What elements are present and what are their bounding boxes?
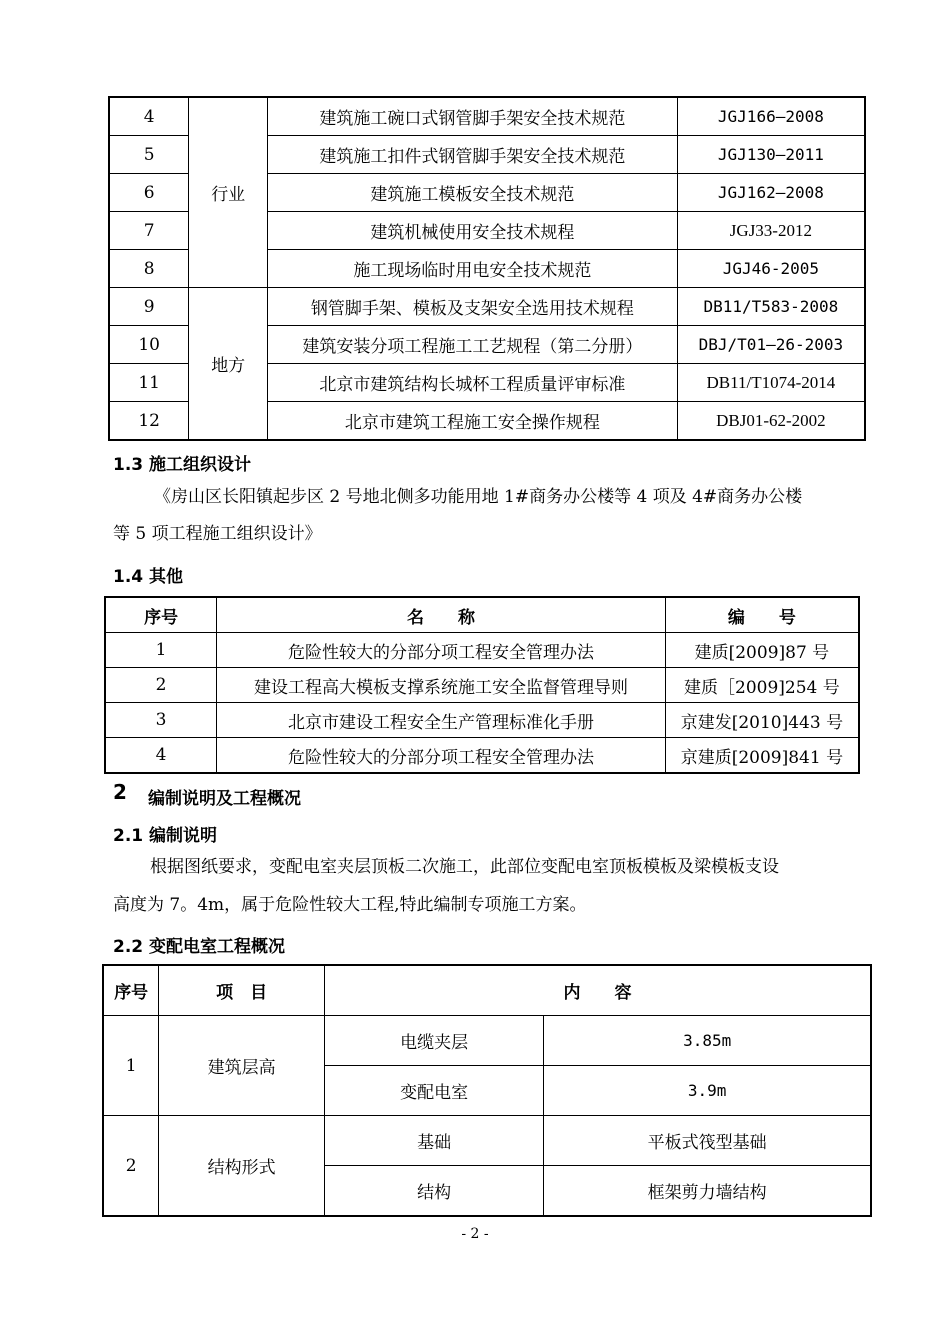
page-number: - 2 - — [461, 1226, 489, 1242]
content-value: 3.9m — [544, 1066, 871, 1116]
row-number: 11 — [109, 364, 189, 402]
group-number: 2 — [103, 1116, 159, 1217]
row-number: 3 — [105, 703, 217, 738]
table-row — [105, 633, 859, 668]
category-industry: 行业 — [189, 97, 268, 288]
standard-code: DBJ01-62-2002 — [677, 402, 865, 441]
document-code: 京建发[2010]443 号 — [665, 703, 859, 738]
section-1-3-line1: 《房山区长阳镇起步区 2 号地北侧多功能用地 1#商务办公楼等 4 项及 4#商务办公楼 — [154, 487, 803, 507]
other-documents-table — [104, 596, 860, 774]
section-1-3-heading: 1.3 施工组织设计 — [113, 455, 252, 475]
row-number: 4 — [105, 738, 217, 774]
table-row — [109, 97, 865, 136]
table-row — [105, 703, 859, 738]
section-2-number: 2 — [113, 780, 127, 804]
section-1-4-heading: 1.4 其他 — [113, 567, 184, 587]
header-content: 内 容 — [324, 965, 871, 1016]
header-no: 序号 — [105, 597, 217, 633]
content-value: 平板式筏型基础 — [544, 1116, 871, 1166]
row-number: 2 — [105, 668, 217, 703]
standard-code: JGJ162—2008 — [677, 174, 865, 212]
table-header-row — [105, 597, 859, 633]
row-number: 6 — [109, 174, 189, 212]
standard-name: 建筑施工扣件式钢管脚手架安全技术规范 — [268, 136, 678, 174]
section-2-1-line1: 根据图纸要求，变配电室夹层顶板二次施工，此部位变配电室顶板模板及梁模板支设 — [150, 857, 779, 877]
standard-code: DBJ/T01—26-2003 — [677, 326, 865, 364]
table-header-row — [103, 965, 871, 1016]
document-code: 建质[2009]87 号 — [665, 633, 859, 668]
section-2-title: 编制说明及工程概况 — [148, 789, 301, 809]
section-2-2-heading: 2.2 变配电室工程概况 — [113, 937, 286, 957]
standard-code: DB11/T1074-2014 — [677, 364, 865, 402]
standard-code: JGJ166—2008 — [677, 97, 865, 136]
section-2-1-heading: 2.1 编制说明 — [113, 826, 218, 846]
document-name: 建设工程高大模板支撑系统施工安全监督管理导则 — [217, 668, 666, 703]
document-name: 危险性较大的分部分项工程安全管理办法 — [217, 738, 666, 774]
section-2-1-line2: 高度为 7。4m，属于危险性较大工程,特此编制专项施工方案。 — [113, 895, 587, 915]
row-number: 4 — [109, 97, 189, 136]
table-row — [105, 738, 859, 774]
row-number: 1 — [105, 633, 217, 668]
standard-name: 建筑施工模板安全技术规范 — [268, 174, 678, 212]
content-label: 基础 — [324, 1116, 543, 1166]
row-number: 8 — [109, 250, 189, 288]
section-1-3-line2: 等 5 项工程施工组织设计》 — [113, 524, 322, 544]
content-value: 3.85m — [544, 1016, 871, 1066]
group-item: 建筑层高 — [159, 1016, 325, 1116]
row-number: 7 — [109, 212, 189, 250]
table-row — [103, 1116, 871, 1166]
group-item: 结构形式 — [159, 1116, 325, 1217]
row-number: 10 — [109, 326, 189, 364]
standard-name: 钢管脚手架、模板及支架安全选用技术规程 — [268, 288, 678, 326]
table-row — [105, 668, 859, 703]
header-item: 项 目 — [159, 965, 325, 1016]
group-number: 1 — [103, 1016, 159, 1116]
standards-table — [108, 96, 866, 441]
standard-code: JGJ130—2011 — [677, 136, 865, 174]
row-number: 12 — [109, 402, 189, 441]
category-local: 地方 — [189, 288, 268, 441]
table-row — [109, 288, 865, 326]
standard-code: JGJ33-2012 — [677, 212, 865, 250]
standard-name: 建筑施工碗口式钢管脚手架安全技术规范 — [268, 97, 678, 136]
substation-overview-table — [102, 964, 872, 1217]
header-name: 名 称 — [217, 597, 666, 633]
document-name: 北京市建设工程安全生产管理标准化手册 — [217, 703, 666, 738]
content-value: 框架剪力墙结构 — [544, 1166, 871, 1217]
document-code: 建质［2009]254 号 — [665, 668, 859, 703]
standard-name: 北京市建筑结构长城杯工程质量评审标准 — [268, 364, 678, 402]
header-no: 序号 — [103, 965, 159, 1016]
row-number: 5 — [109, 136, 189, 174]
standard-name: 建筑机械使用安全技术规程 — [268, 212, 678, 250]
standard-code: DB11/T583-2008 — [677, 288, 865, 326]
standard-name: 北京市建筑工程施工安全操作规程 — [268, 402, 678, 441]
standard-code: JGJ46-2005 — [677, 250, 865, 288]
document-name: 危险性较大的分部分项工程安全管理办法 — [217, 633, 666, 668]
row-number: 9 — [109, 288, 189, 326]
table-row — [103, 1016, 871, 1066]
content-label: 结构 — [324, 1166, 543, 1217]
header-code: 编 号 — [665, 597, 859, 633]
standard-name: 建筑安装分项工程施工工艺规程（第二分册） — [268, 326, 678, 364]
document-code: 京建质[2009]841 号 — [665, 738, 859, 774]
content-label: 变配电室 — [324, 1066, 543, 1116]
standard-name: 施工现场临时用电安全技术规范 — [268, 250, 678, 288]
content-label: 电缆夹层 — [324, 1016, 543, 1066]
